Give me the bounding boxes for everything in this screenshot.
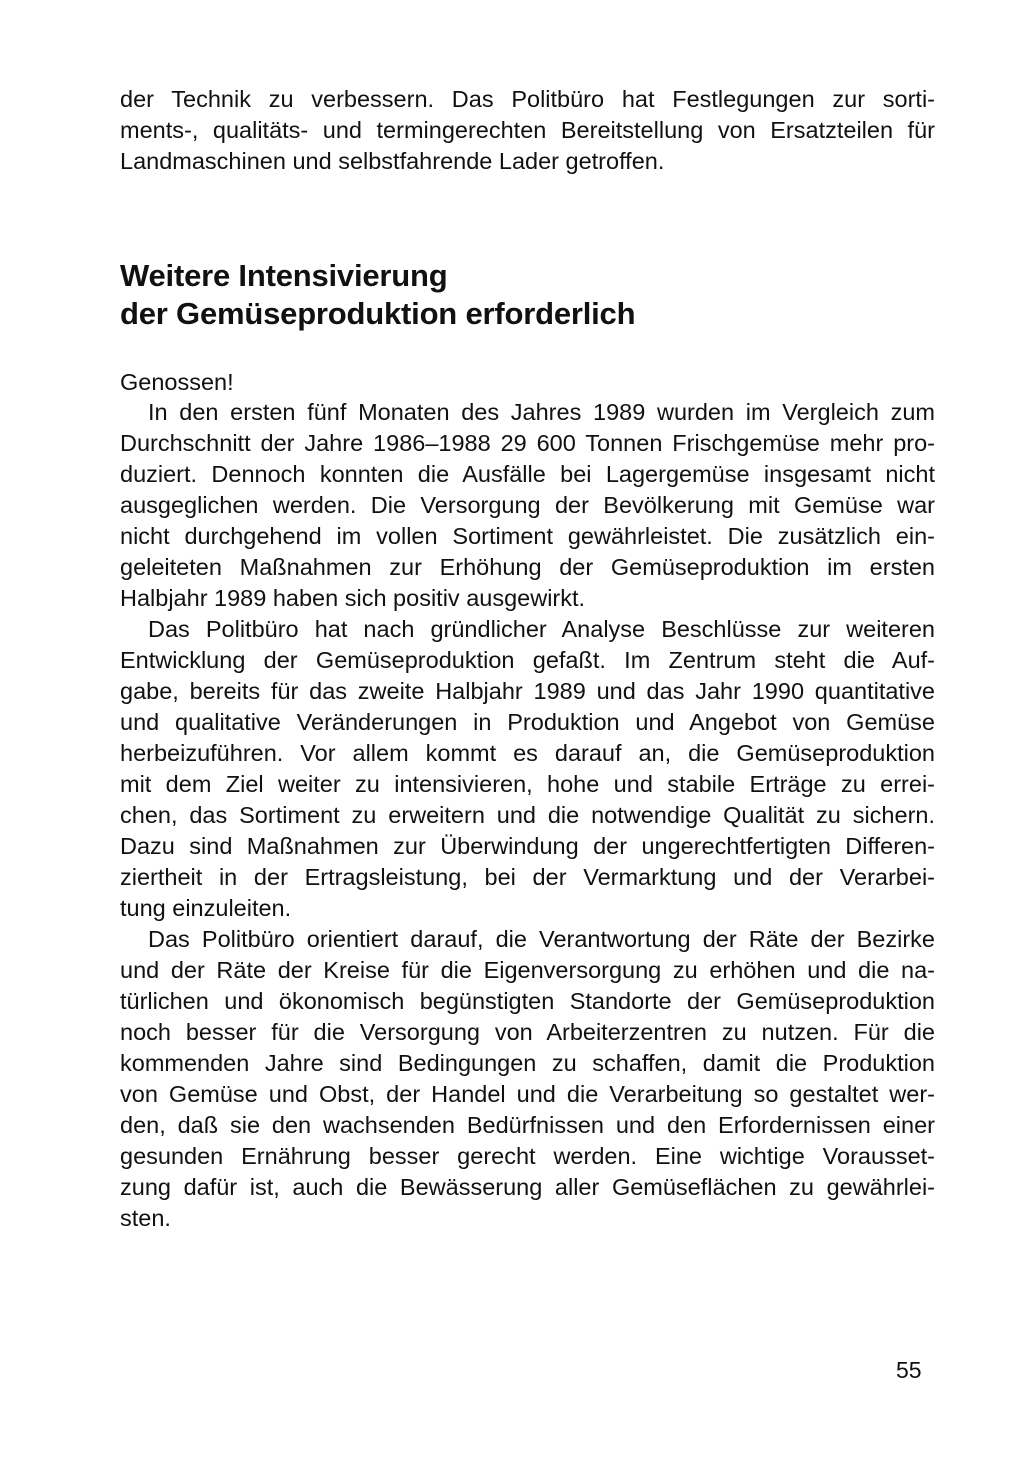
text-line: von Gemüse und Obst, der Handel und die Verarbeitung so gestaltet wer- bbox=[120, 1081, 935, 1107]
text-line: und qualitative Veränderungen in Produktion und Angebot von Gemüse bbox=[120, 709, 935, 735]
text-line: türlichen und ökonomisch begünstigten Standorte der Gemüseproduktion bbox=[120, 988, 935, 1014]
heading-line-2: der Gemüseproduktion erforderlich bbox=[120, 296, 636, 331]
text-line: In den ersten fünf Monaten des Jahres 1989 wurden im Vergleich zum bbox=[148, 399, 935, 425]
text-line: geleiteten Maßnahmen zur Erhöhung der Gemüseproduktion im ersten bbox=[120, 554, 935, 580]
page-number: 55 bbox=[896, 1357, 922, 1383]
text-line: gesunden Ernährung besser gerecht werden. Eine wichtige Vorausset- bbox=[120, 1143, 935, 1169]
text-line: tung einzuleiten. bbox=[120, 895, 292, 921]
text-line: den, daß sie den wachsenden Bedürfnissen und den Erfordernissen einer bbox=[120, 1112, 935, 1138]
text-line: mit dem Ziel weiter zu intensivieren, hohe und stabile Erträge zu errei- bbox=[120, 771, 935, 797]
text-line: Dazu sind Maßnahmen zur Überwindung der ungerechtfertigten Differen- bbox=[120, 833, 935, 859]
text-line: ausgeglichen werden. Die Versorgung der Bevölkerung mit Gemüse war bbox=[120, 492, 935, 518]
heading-line-1: Weitere Intensivierung bbox=[120, 258, 448, 293]
salutation: Genossen! bbox=[120, 369, 234, 395]
text-line: und der Räte der Kreise für die Eigenversorgung zu erhöhen und die na- bbox=[120, 957, 935, 983]
text-line: Landmaschinen und selbstfahrende Lader getroffen. bbox=[120, 148, 665, 174]
text-line: duziert. Dennoch konnten die Ausfälle bei Lagergemüse insgesamt nicht bbox=[120, 461, 935, 487]
text-line: Das Politbüro hat nach gründlicher Analyse Beschlüsse zur weiteren bbox=[148, 616, 935, 642]
text-line: ments-, qualitäts- und termingerechten Bereitstellung von Ersatzteilen für bbox=[120, 117, 935, 143]
text-line: gabe, bereits für das zweite Halbjahr 1989 und das Jahr 1990 quantitative bbox=[120, 678, 935, 704]
text-line: nicht durchgehend im vollen Sortiment gewährleistet. Die zusätzlich ein- bbox=[120, 523, 935, 549]
text-line: noch besser für die Versorgung von Arbeiterzentren zu nutzen. Für die bbox=[120, 1019, 935, 1045]
text-line: kommenden Jahre sind Bedingungen zu schaffen, damit die Produktion bbox=[120, 1050, 935, 1076]
text-line: ziertheit in der Ertragsleistung, bei der Vermarktung und der Verarbei- bbox=[120, 864, 935, 890]
text-line: Entwicklung der Gemüseproduktion gefaßt. Im Zentrum steht die Auf- bbox=[120, 647, 935, 673]
text-line: Halbjahr 1989 haben sich positiv ausgewirkt. bbox=[120, 585, 586, 611]
text-line: herbeizuführen. Vor allem kommt es darauf an, die Gemüseproduktion bbox=[120, 740, 935, 766]
text-line: sten. bbox=[120, 1205, 171, 1231]
text-line: Durchschnitt der Jahre 1986–1988 29 600 Tonnen Frischgemüse mehr pro- bbox=[120, 430, 935, 456]
text-line: Das Politbüro orientiert darauf, die Verantwortung der Räte der Bezirke bbox=[148, 926, 935, 952]
text-line: chen, das Sortiment zu erweitern und die notwendige Qualität zu sichern. bbox=[120, 802, 935, 828]
text-line: zung dafür ist, auch die Bewässerung aller Gemüseflächen zu gewährlei- bbox=[120, 1174, 935, 1200]
text-line: der Technik zu verbessern. Das Politbüro hat Festlegungen zur sorti- bbox=[120, 86, 935, 112]
